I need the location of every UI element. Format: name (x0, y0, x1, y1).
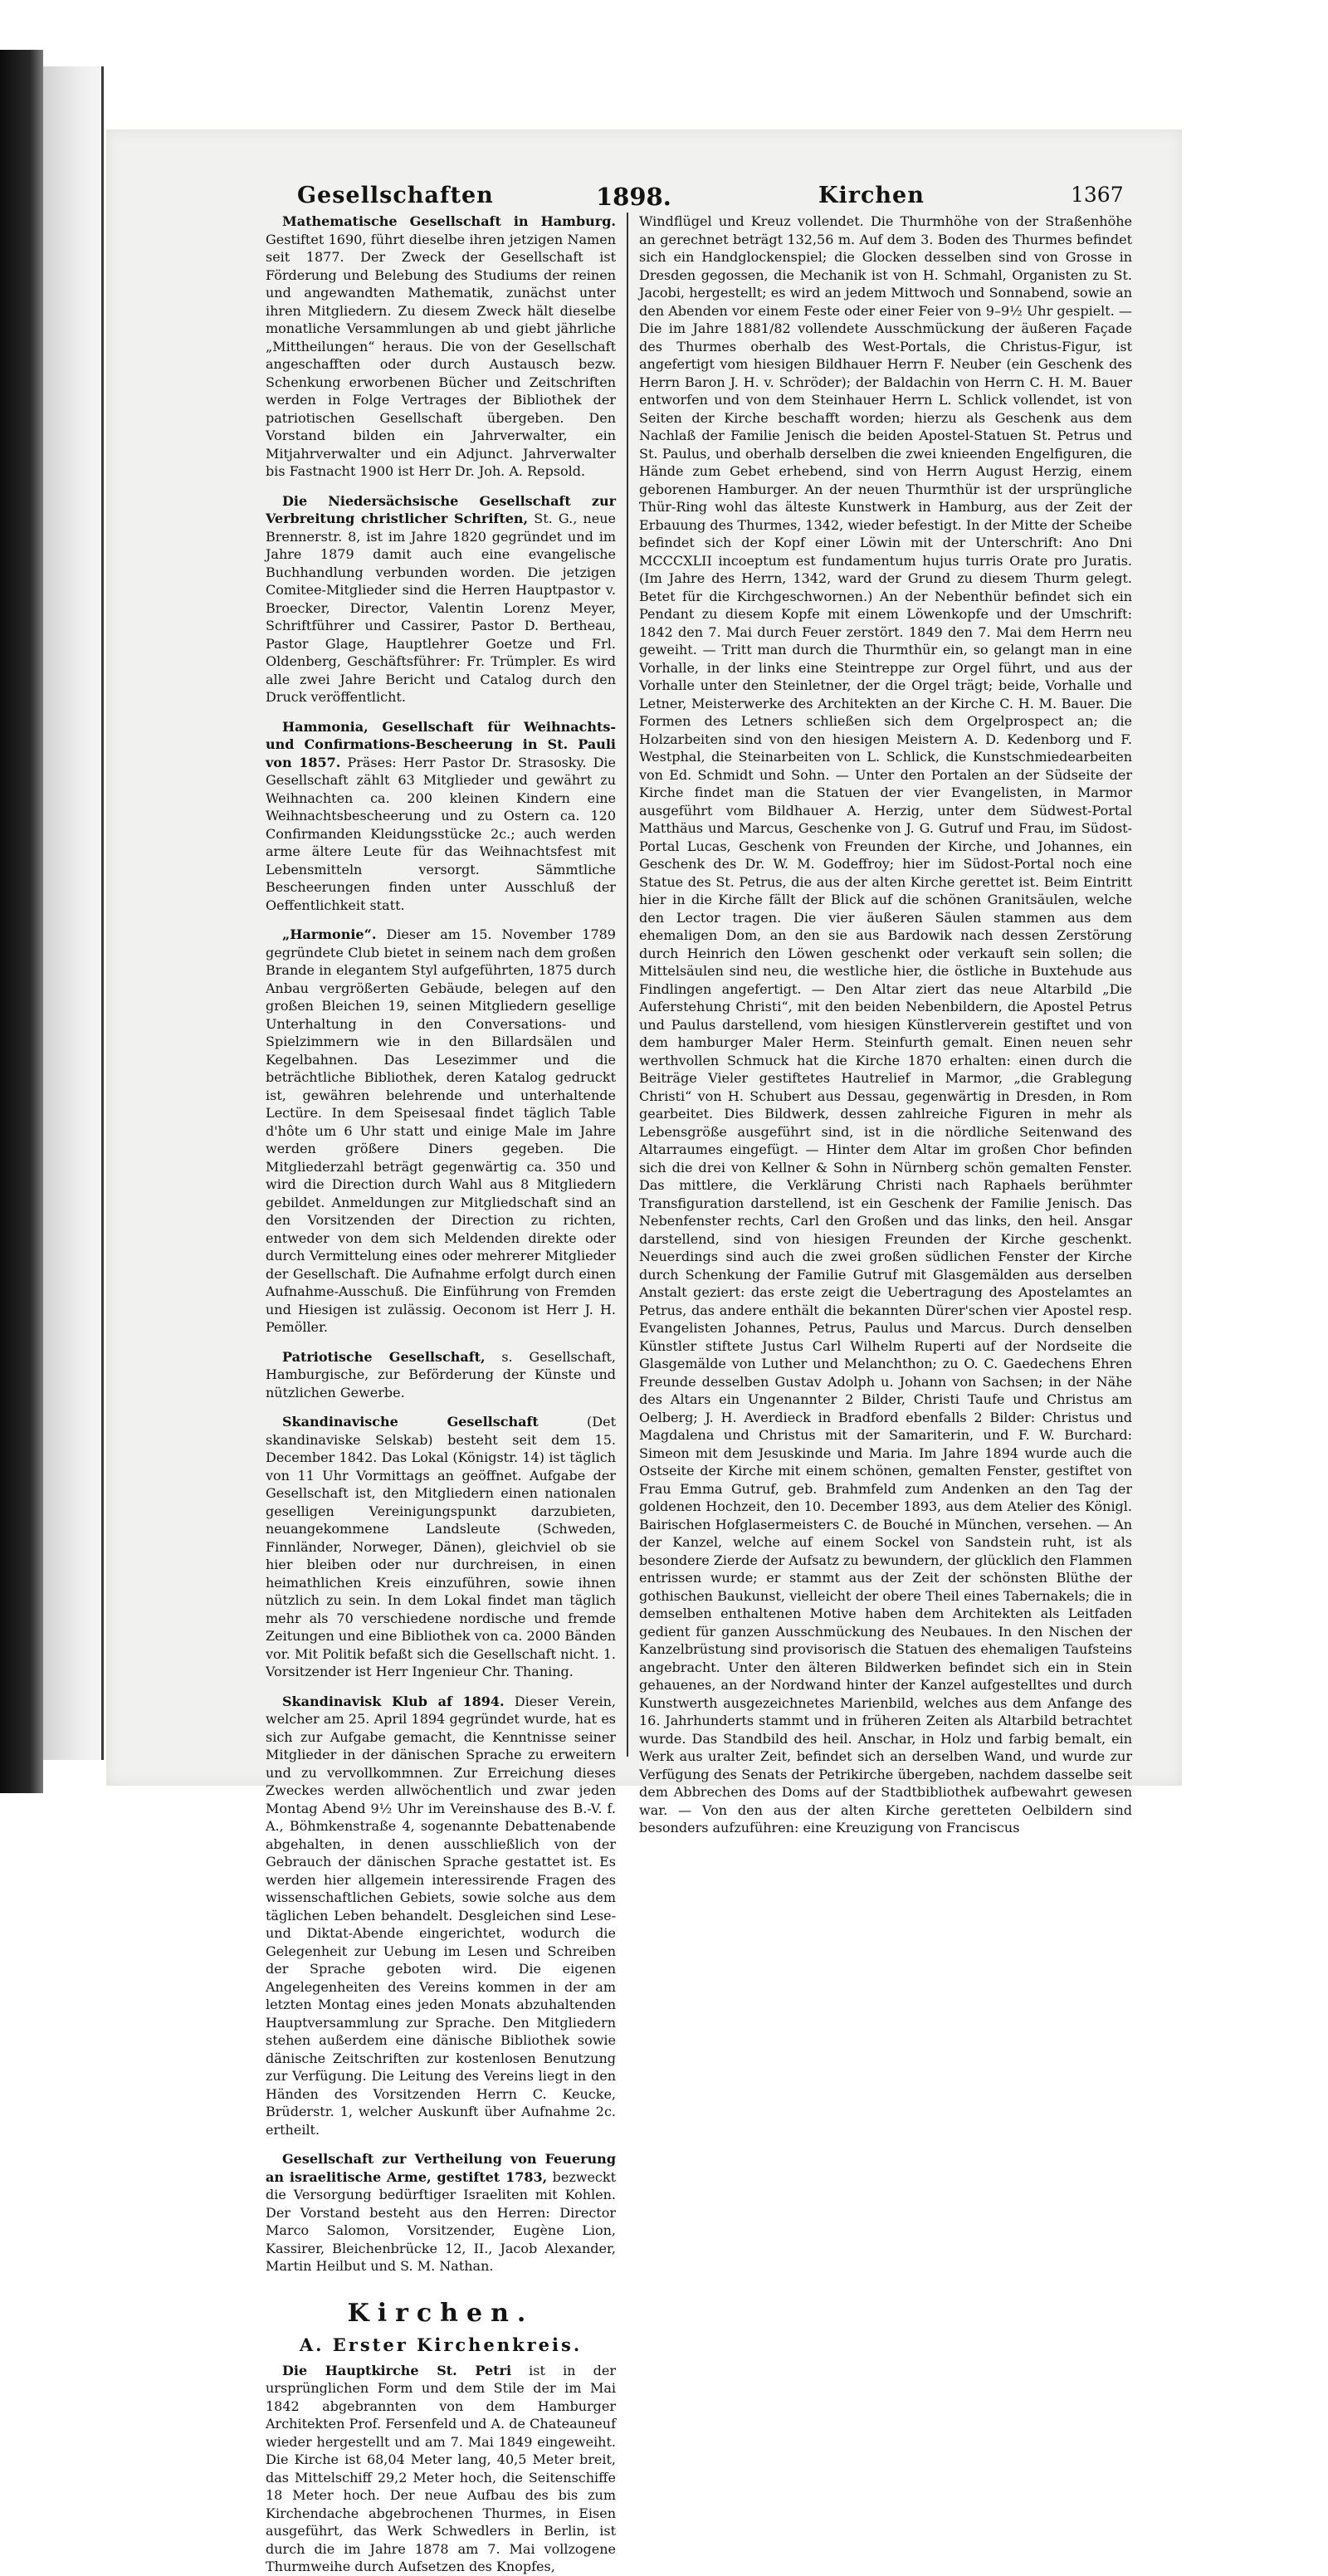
previous-page-edge (43, 66, 104, 1760)
running-header (106, 183, 1182, 213)
continued-paragraph: Windflügel und Kreuz vollendet. Die Thurmhöhe von der Straßenhöhe an gerechnet beträgt 132,56 m. Auf dem 3. Boden des Thurmes befindet sich ein Handglockenspiel; die Glocken desselben sind von Grosse in Dresden gegossen, die Mechanik ist von H. Schmahl, Organisten zu St. Jacobi, hergestellt; es wird an jedem Mittwoch und Sonnabend, sowie an den Abenden vor einem Feste oder einer Feier von 9–9½ Uhr gespielt. — Die im Jahre 1881/82 vollendete Ausschmückung der äußeren Façade des Thurmes oberhalb des West-Portals, die Christus-Figur, ist angefertigt vom hiesigen Bildhauer Herrn F. Neuber (ein Geschenk des Herrn Baron J. H. v. Schröder); der Baldachin von Herrn C. H. M. Bauer entworfen und von dem Steinhauer Herrn L. Schlick vollendet, ist von Seiten der Kirche beschafft worden; hierzu als Geschenk aus dem Nachlaß der Familie Jenisch die beiden Apostel-Statuen St. Petrus und St. Paulus, und oberhalb derselben die zwei knieenden Engelfiguren, die Hände zum Gebet erhebend, sind von Herrn August Herzig, einem geborenen Hamburger. An der neuen Thurmthür ist der ursprüngliche Thür-Ring wohl das älteste Kunstwerk in Hamburg, aus der Zeit der Erbauung des Thurmes, 1342, wieder befestigt. In der Mitte der Scheibe befindet sich der Kopf einer Löwin mit der Unterschrift: Ano Dni MCCCXLII incoeptum est fundamentum hujus turris Orate pro Juratis. (Im Jahre des Herrn, 1342, ward der Grund zu diesem Thurm gelegt. Betet für die Kirchgeschwornen.) An der Nebenthür befindet sich ein Pendant zu diesem Kopfe mit einem Löwenkopfe und der Umschrift: 1842 den 7. Mai durch Feuer zerstört. 1849 den 7. Mai dem Herrn neu geweiht. — Tritt man durch die Thurmthür ein, so gelangt man in eine Vorhalle, in der links eine Steintreppe zur Orgel führt, und aus der Vorhalle unter den Steinletner, der die Orgel trägt; beide, Vorhalle und Letner, Meisterwerke des Architekten an der Kirche C. H. M. Bauer. Die Formen des Letners schließen sich dem Orgelprospect an; die Holzarbeiten sind von den hiesigen Meistern A. D. Kedenborg und F. Westphal, die Steinarbeiten von L. Schlick, die Kunstschmiedearbeiten von Ed. Schmidt und Sohn. — Unter den Portalen an der Südseite der Kirche findet man die Statuen der vier Evangelisten, in Marmor ausgeführt vom Bildhauer A. Herzig, unter dem Südwest-Portal Matthäus und Marcus, Geschenke von J. G. Gutruf und Frau, im Südost-Portal Lucas, Geschenk von Freunden der Kirche, und Johannes, ein Geschenk des Dr. W. M. Godeffroy; hier im Südost-Portal noch eine Statue des St. Petrus, die aus der alten Kirche gerettet ist. Beim Eintritt hier in die Kirche fällt der Blick auf die schönen Granitsäulen, welche den Lector tragen. Die vier äußeren Säulen stammen aus dem ehemaligen Dom, an den sie aus Bardowik nach dessen Zerstörung durch Heinrich den Löwen geschenkt oder verkauft sein sollen; die Mittelsäulen sind neu, die westliche hier, die östliche in Buxtehude aus Findlingen angefertigt. — Den Altar ziert das neue Altarbild „Die Auferstehung Christi“, mit den beiden Nebenbildern, die Apostel Petrus und Paulus darstellend, vom hiesigen Künstlerverein gestiftet und von dem hamburger Maler Herm. Steinfurth gemalt. Einen neuen sehr werthvollen Schmuck hat die Kirche 1870 erhalten: einen durch die Beiträge Vieler gestiftetes Hautrelief in Marmor, „die Grablegung Christi“ von H. Schubert aus Dessau, gegenwärtig in Dresden, in Rom gearbeitet. Dies Bildwerk, dessen zahlreiche Figuren in mehr als Lebensgröße ausgeführt sind, ist in die nördliche Seitenwand des Altarraumes eingefügt. — Hinter dem Altar im großen Chor befinden sich die drei von Kellner & Sohn in Nürnberg schön gemalten Fenster. Das mittlere, die Verklärung Christi nach Raphaels berühmter Transfiguration darstellend, ist ein Geschenk der Familie Jenisch. Das Nebenfenster rechts, Carl den Großen und das links, den heil. Ansgar darstellend, sind von hiesigen Freunden der Kirche geschenkt. Neuerdings sind auch die zwei großen südlichen Fenster der Kirche durch Schenkung der Familie Gutruf mit Glasgemälden aus derselben Anstalt geziert: das erste zeigt die Uebertragung des Apostelamtes an Petrus, das andere enthält die bekannten Dürer'schen vier Apostel resp. Evangelisten Johannes, Petrus, Paulus und Marcus. Durch denselben Künstler stiftete Justus Carl Wilhelm Ruperti auf der Nordseite die Glasgemälde von Luther und Melanchthon; zu O. C. Gaedechens Ehren Freunde desselben Gustav Adolph u. Johann von Sachsen; in der Nähe des Altars ein Ungenannter 2 Bilder, Christi Taufe und Christus am Oelberg; J. H. Averdieck in Bradford ebenfalls 2 Bilder: Christus und Magdalena und Christus mit der Samariterin, und F. W. Burchard: Simeon mit dem Jesuskinde und Maria. Im Jahre 1894 wurde auch die Ostseite der Kirche mit einem schönen, gemalten Fenster, gestiftet von Frau Emma Gutruf, geb. Brahmfeld zum Andenken an den Tag der goldenen Hochzeit, den 10. December 1893, aus dem Atelier des Königl. Bairischen Hofglasermeisters C. de Bouché in München, versehen. — An der Kanzel, welche auf einem Sockel von Sandstein ruht, ist als besondere Zierde der Aufsatz zu bewundern, der glücklich den Flammen entrissen wurde; er stammt aus der Zeit der schönsten Blüthe der gothischen Baukunst, vielleicht der obere Theil eines Tabernakels; die in demselben enthaltenen Motive haben dem Architekten als Leitfaden gedient für ganzen Ausschmückung des Neubaues. In den Nischen der Kanzelbrüstung sind provisorisch die Statuen des ehemaligen Taufsteins angebracht. Unter den älteren Bildwerken befindet sich ein in Stein gehauenes, an der Nordwand hinter der Kanzel aufgestelltes und durch Kunstwerth ausgezeichnetes Marienbild, welches aus dem Anfange des 16. Jahrhunderts stammt und in früheren Zeiten als Altarbild betrachtet wurde. Das Standbild des heil. Anschar, in Holz und farbig bemalt, ein Werk aus uralter Zeit, befindet sich an derselben Wand, und wurde zur Verfügung des Senats der Petrikirche übergeben, nachdem dasselbe seit dem Abbrechen des Doms auf der Stadtbibliothek aufbewahrt gewesen war. — Von den aus der alten Kirche geretteten Oelbildern sind besonders aufzuführen: eine Kreuzigung von Franciscus (639, 213, 1132, 1835)
entry-title: Die Niedersächsische Gesellschaft zur Verbreitung christlicher Schriften, (266, 492, 616, 526)
scanner-shadow (0, 50, 43, 1793)
header-year: 1898. (596, 183, 671, 211)
entry-title: Gesellschaft zur Vertheilung von Feuerung an israelitische Arme, gestiftet 1783, (266, 2151, 616, 2185)
entry-title: „Harmonie“. (282, 926, 377, 942)
entry-hammonia (266, 718, 616, 915)
column-divider (627, 213, 628, 1757)
entry-text: ist in der ursprünglichen Form und dem Stile der im Mai 1842 abgebrannten von dem Hamburger Architekten Prof. Fersenfeld und A. de Chateauneuf wieder hergestellt und am 7. Mai 1849 eingeweiht. Die Kirche ist 68,04 Meter lang, 40,5 Meter breit, das Mittelschiff 29,2 Meter hoch, die Seitenschiffe 18 Meter hoch. Der neue Aufbau des bis zum Kirchendache abgebrochenen Thurmes, in Eisen ausgeführt, das Werk Schwedlers in Berlin, ist durch die im Jahre 1878 am 7. Mai vollzogene Thurmweihe durch Aufsetzen des Knopfes, (266, 2362, 616, 2574)
page-number: 1367 (1071, 183, 1124, 207)
entry-text: s. Gesellschaft, Hamburgische, zur Beförderung der Künste und nützlichen Gewerbe. (266, 1348, 617, 1400)
entry-title: Skandinavisk Klub af 1894. (282, 1693, 505, 1709)
entry-title: Mathematische Gesellschaft in Hamburg. (282, 213, 616, 229)
entry-title: Skandinavische Gesellschaft (282, 1414, 539, 1430)
entry-text: bezweckt die Versorgung bedürftiger Israeliten mit Kohlen. Der Vorstand besteht aus den Herren: Director Marco Salomon, Vorsitzender, Eugène Lion, Kassirer, Bleichenbrücke 12, II., Jacob Alexander, Martin Heilbut und S. M. Nathan. (266, 2168, 616, 2274)
entry-feuerung-gesellschaft (266, 2150, 616, 2275)
header-section-left: Gesellschaften (297, 183, 494, 208)
entry-text: St. G., neue Brennerstr. 8, ist im Jahre 1820 gegründet und im Jahre 1879 damit auch eine evangelische Buchhandlung verbunden worden. Die jetzigen Comitee-Mitglieder sind die Herren Hauptpastor v. Broecker, Director, Valentin Lorenz Meyer, Schriftführer und Cassirer, Pastor D. Bertheau, Pastor Glage, Hauptlehrer Goetze und Frl. Oldenberg, Geschäftsführer: Fr. Trümpler. Es wird alle zwei Jahre Bericht und Catalog durch den Druck veröffentlicht. (266, 511, 616, 705)
section-title: Kirchen. (347, 2298, 535, 2328)
entry-niedersaechsische-gesellschaft (266, 492, 616, 706)
entry-mathematische-gesellschaft (266, 213, 616, 481)
entry-title: Patriotische Gesellschaft, (282, 1348, 486, 1365)
header-section-right: Kirchen (818, 183, 925, 208)
right-column (639, 213, 1132, 1835)
book-page (106, 130, 1182, 2574)
entry-text: Dieser am 15. November 1789 gegründete Club bietet in seinem nach dem großen Brande in elegantem Styl aufgeführten, 1875 durch Anbau vergrößerten Gebäude, belegen auf den großen Bleichen 19, seinen Mitgliedern gesellige Unterhaltung in den Conversations- und Spielzimmern wie in den Billardsälen und Kegelbahnen. Das Lesezimmer und die beträchtliche Bibliothek, deren Katalog gedruckt ist, gewähren belehrende und unterhaltende Lectüre. In dem Speisesaal findet täglich Table d'hôte um 6 Uhr statt und einige Male im Jahre werden größere Diners gegeben. Die Mitgliederzahl beträgt gegenwärtig ca. 350 und wird die Direction durch Wahl aus 8 Mitgliedern gebildet. Anmeldungen zur Mitgliedschaft sind an den Vorsitzenden der Direction zu richten, entweder von dem sich Meldenden direkte oder durch Vermittelung eines oder mehrerer Mitglieder der Gesellschaft. Die Aufnahme erfolgt durch einen Aufnahme-Ausschuß. Die Einführung von Fremden und Hiesigen ist zulässig. Oeconom ist Herr J. H. Pemöller. (266, 926, 616, 1335)
entry-patriotische-gesellschaft (266, 1348, 616, 1402)
subsection-title: A. Erster Kirchenkreis. (299, 2334, 583, 2355)
entry-text: Gestiftet 1690, führt dieselbe ihren jetzigen Namen seit 1877. Der Zweck der Gesellschaft ist Förderung und Belebung des Studiums der reinen und angewandten Mathematik, zunächst unter ihren Mitgliedern. Zu diesem Zweck hält dieselbe monatliche Versammlungen ab und giebt jährliche „Mittheilungen“ heraus. Die von der Gesellschaft angeschafften oder durch Austausch bezw. Schenkung erworbenen Bücher und Zeitschriften werden in Folge Vertrages der Bibliothek der patriotischen Gesellschaft übergeben. Den Vorstand bilden ein Jahrverwalter, ein Mitjahrverwalter und ein Adjunct. Jahrverwalter bis Fastnacht 1900 ist Herr Dr. Joh. A. Repsold. (266, 231, 616, 479)
entry-hauptkirche-st-petri (266, 2362, 616, 2576)
entry-skandinavische-gesellschaft (266, 1413, 616, 1681)
left-column (266, 213, 617, 2574)
entry-harmonie (266, 926, 616, 1337)
entry-skandinavisk-klub (266, 1693, 616, 2139)
entry-text: Dieser Verein, welcher am 25. April 1894 gegründet wurde, hat es sich zur Aufgabe gemacht, die Kenntnisse seiner Mitglieder in der dänischen Sprache zu erweitern und zu vervollkommnen. Zur Erreichung dieses Zweckes werden allwöchentlich und zwar jeden Montag Abend 9½ Uhr im Vereinshause des B.-V. f. A., Böhmkenstraße 4, sogenannte Debattenabende abgehalten, in denen ausschließlich von der Gebrauch der dänischen Sprache gestattet ist. Es werden hier allgemein interessirende Fragen des wissenschaftlichen Gebiets, sowie solche aus dem täglichen Leben behandelt. Desgleichen sind Lese- und Diktat-Abende eingerichtet, wodurch die Gelegenheit zur Uebung im Lesen und Schreiben der Sprache geboten wird. Die eigenen Angelegenheiten des Vereins kommen in der am letzten Montag eines jeden Monats abzuhaltenden Hauptversammlung zur Sprache. Den Mitgliedern stehen außerdem eine dänische Bibliothek sowie dänische Zeitschriften zur kostenlosen Benutzung zur Verfügung. Die Leitung des Vereins liegt in den Händen des Vorsitzenden Herrn C. Keucke, Brüderstr. 1, welcher Auskunft über Aufnahme 2c. ertheilt. (266, 1693, 616, 2138)
entry-text: Präses: Herr Pastor Dr. Strasosky. Die Gesellschaft zählt 63 Mitglieder und gewährt zu Weihnachten ca. 200 kleinen Kindern eine Weihnachtsbescheerung und zu Ostern ca. 120 Confirmanden Kleidungsstücke 2c.; auch werden arme ältere Leute für das Weihnachtsfest mit Lebensmitteln versorgt. Sämmtliche Bescheerungen finden unter Ausschluß der Oeffentlichkeit statt. (266, 754, 617, 913)
entry-title: Die Hauptkirche St. Petri (282, 2362, 512, 2378)
entry-title: Hammonia, Gesellschaft für Weihnachts- und Confirmations-Bescheerung in St. Pauli von 1857. (266, 718, 616, 770)
entry-text: (Det skandinaviske Selskab) besteht seit dem 15. December 1842. Das Lokal (Königstr. 14) ist täglich von 11 Uhr Vormittags an geöffnet. Aufgabe der Gesellschaft ist, den Mitgliedern einen nationalen geselligen Vereinigungspunkt darzubieten, neuangekommene Landsleute (Schweden, Finnländer, Norweger, Dänen), gleichviel ob sie hier bleiben oder nur durchreisen, in einen heimathlichen Kreis einzuführen, sowie ihnen nützlich zu sein. In dem Lokal findet man täglich mehr als 70 verschiedene nordische und fremde Zeitungen und eine Bibliothek von ca. 2000 Bänden vor. Mit Politik befaßt sich die Gesellschaft nicht. 1. Vorsitzender ist Herr Ingenieur Chr. Thaning. (266, 1414, 616, 1679)
